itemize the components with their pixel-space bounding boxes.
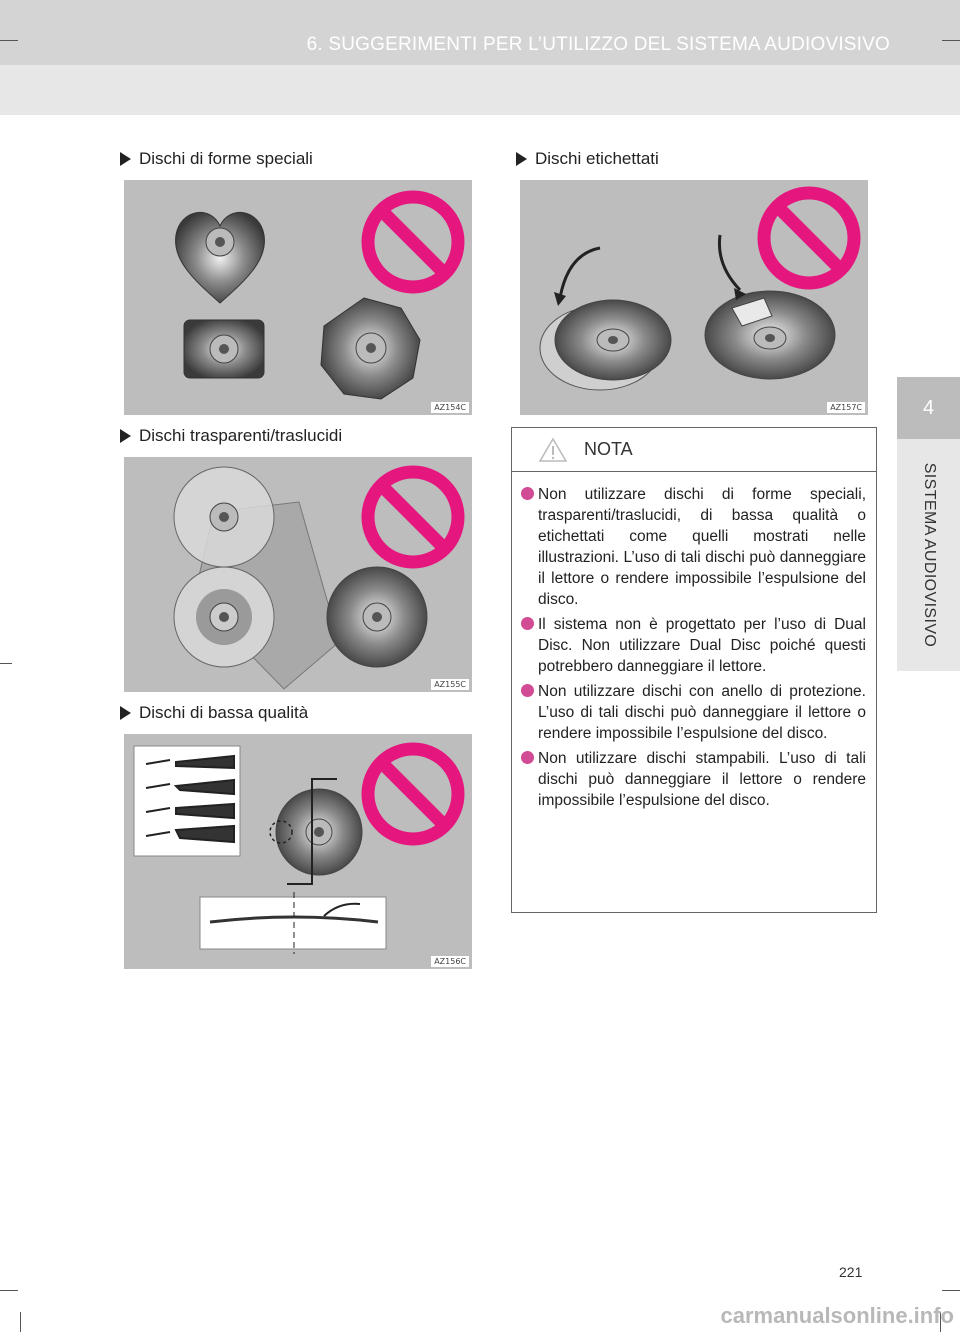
note-item-text: Il sistema non è progettato per l’uso di Dual Disc. Non utilizzare Dual Disc poiché questi potrebbero danneggiare il lettore. bbox=[538, 616, 866, 675]
chapter-label-tab bbox=[897, 439, 960, 671]
note-item bbox=[520, 748, 866, 811]
note-title: NOTA bbox=[584, 439, 633, 459]
bullet-icon bbox=[521, 617, 534, 630]
note-item-text: Non utilizzare dischi stampabili. L’uso di tali dischi può danneggiare il lettore o rendere impossibile l’espulsione del disco. bbox=[538, 750, 866, 809]
prohibited-icon bbox=[368, 472, 458, 562]
note-list bbox=[512, 472, 876, 811]
crop-mark bbox=[0, 663, 12, 664]
figure-code: AZ157C bbox=[827, 402, 865, 413]
illustration-low-quality-discs bbox=[124, 734, 472, 969]
figure-caption-transparent bbox=[120, 426, 342, 446]
figure-caption-special-shapes bbox=[120, 149, 313, 169]
caption-arrow-icon bbox=[120, 429, 131, 443]
caption-text: Dischi etichettati bbox=[535, 149, 659, 168]
prohibited-icon bbox=[764, 193, 854, 283]
figure-code: AZ154C bbox=[431, 402, 469, 413]
caption-text: Dischi di forme speciali bbox=[139, 149, 313, 168]
bullet-icon bbox=[521, 487, 534, 500]
figure-code: AZ155C bbox=[431, 679, 469, 690]
header-band bbox=[0, 65, 960, 115]
note-header bbox=[512, 428, 876, 472]
illustration-transparent-discs bbox=[124, 457, 472, 692]
page-header-title: 6. SUGGERIMENTI PER L’UTILIZZO DEL SISTEMA AUDIOVISIVO bbox=[306, 34, 890, 55]
caption-arrow-icon bbox=[516, 152, 527, 166]
caption-arrow-icon bbox=[120, 706, 131, 720]
page-number: 221 bbox=[839, 1264, 863, 1280]
crop-mark bbox=[942, 1290, 960, 1291]
crop-mark bbox=[942, 40, 960, 41]
prohibited-icon bbox=[368, 197, 458, 287]
chapter-label: SISTEMA AUDIOVISIVO bbox=[920, 462, 938, 648]
note-item bbox=[520, 614, 866, 677]
illustration-special-shape-discs bbox=[124, 180, 472, 415]
figure-code: AZ156C bbox=[431, 956, 469, 967]
illustration-labelled-discs bbox=[520, 180, 868, 415]
note-item-text: Non utilizzare dischi di forme speciali, trasparenti/traslucidi, di bassa qualità o etichettati come quelli mostrati nelle illustrazioni. L’uso di tali dischi può danneggiare il lettore o rendere impossibile l’espulsione del disco. bbox=[538, 486, 866, 608]
chapter-number: 4 bbox=[922, 396, 935, 419]
note-box bbox=[511, 427, 877, 913]
note-item-text: Non utilizzare dischi con anello di protezione. L’uso di tali dischi può danneggiare il lettore o rendere impossibile l’espulsione del disco. bbox=[538, 683, 866, 742]
chapter-number-tab bbox=[897, 377, 960, 439]
caption-text: Dischi trasparenti/traslucidi bbox=[139, 426, 343, 445]
caption-text: Dischi di bassa qualità bbox=[139, 703, 309, 722]
bullet-icon bbox=[521, 751, 534, 764]
figure-caption-labelled bbox=[516, 149, 659, 169]
bullet-icon bbox=[521, 684, 534, 697]
watermark[interactable]: carmanualsonline.info bbox=[720, 1303, 954, 1328]
figure-caption-low-quality bbox=[120, 703, 308, 723]
crop-mark bbox=[0, 40, 18, 41]
prohibited-icon bbox=[368, 749, 458, 839]
crop-mark bbox=[0, 1290, 18, 1291]
note-item bbox=[520, 681, 866, 744]
note-item bbox=[520, 484, 866, 610]
warning-triangle-icon bbox=[538, 437, 568, 463]
caption-arrow-icon bbox=[120, 152, 131, 166]
crop-mark bbox=[20, 1312, 21, 1332]
